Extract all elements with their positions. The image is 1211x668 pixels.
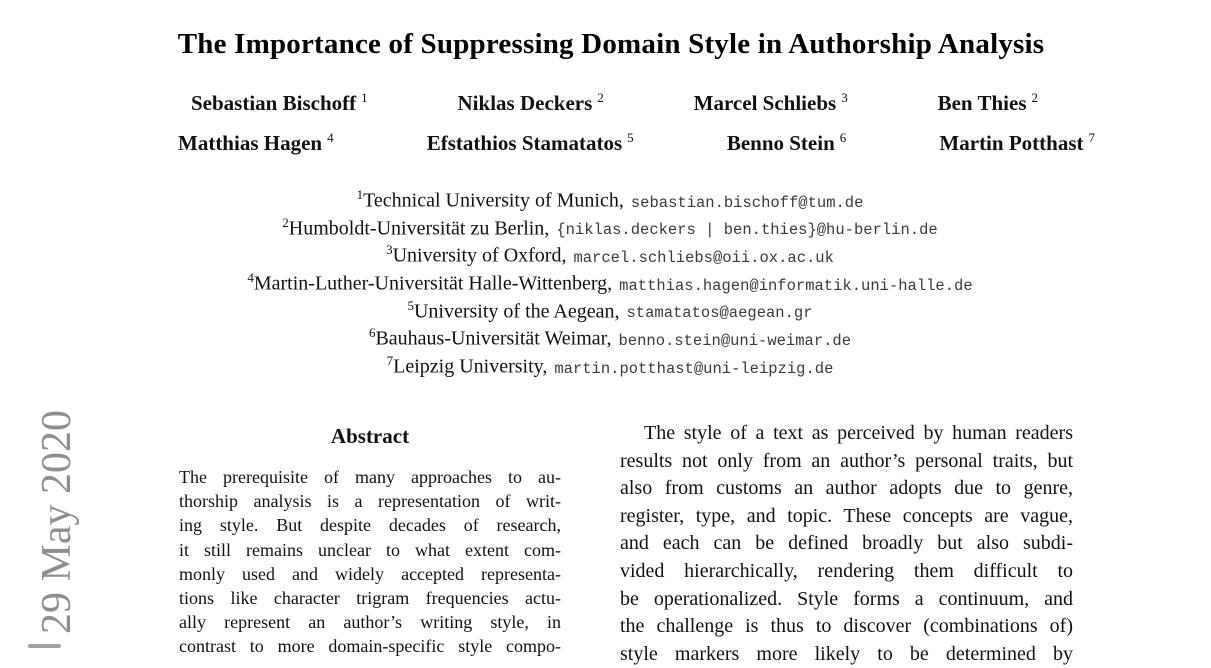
author-name: Efstathios Stamatatos bbox=[426, 131, 623, 155]
abstract-line: thorship analysis is a representation of writ- bbox=[179, 491, 561, 512]
abstract-line: contrast to more domain-specific style compo- bbox=[179, 636, 561, 657]
affiliation-email: marcel.schliebs@oii.ox.ac.uk bbox=[573, 249, 834, 268]
introduction-column bbox=[620, 420, 1073, 668]
affiliation-institution: Bauhaus-Universität Weimar, bbox=[375, 328, 612, 351]
watermark-clipped-fragment bbox=[28, 644, 61, 648]
abstract-line: The prerequisite of many approaches to au- bbox=[179, 467, 561, 487]
abstract-line: tions like character trigram frequencies actu- bbox=[179, 587, 561, 608]
affiliation-line bbox=[10, 292, 1210, 323]
affiliation-email: sebastian.bischoff@tum.de bbox=[630, 193, 864, 212]
intro-line: be operationalized. Style forms a continuum, and bbox=[620, 587, 1073, 610]
affiliation-sup: 5 bbox=[407, 297, 414, 313]
affiliation-institution: University of Oxford, bbox=[392, 245, 567, 268]
intro-line: results not only from an author’s personal traits, but bbox=[620, 449, 1073, 472]
author-affiliation-sup: 2 bbox=[597, 90, 604, 105]
author-name: Sebastian Bischoff bbox=[191, 91, 357, 115]
author-marcel-schliebs bbox=[694, 90, 848, 116]
author-name: Matthias Hagen bbox=[178, 131, 323, 155]
author-martin-potthast bbox=[939, 130, 1095, 156]
affiliation-institution: Technical University of Munich, bbox=[363, 189, 624, 212]
author-efstathios-stamatatos bbox=[427, 130, 634, 156]
affiliation-line bbox=[10, 347, 1210, 378]
author-affiliation-sup: 2 bbox=[1031, 90, 1038, 105]
authors-row-2 bbox=[178, 130, 1095, 156]
affiliation-email: benno.stein@uni-weimar.de bbox=[618, 332, 852, 351]
authors-row-1 bbox=[191, 90, 1038, 116]
affiliation-email: {niklas.deckers | ben.thies}@hu-berlin.de bbox=[556, 221, 938, 240]
author-affiliation-sup: 3 bbox=[841, 90, 848, 105]
affiliation-sup: 4 bbox=[247, 270, 254, 286]
author-name: Martin Potthast bbox=[939, 131, 1084, 155]
affiliation-institution: Humboldt-Universität zu Berlin, bbox=[288, 217, 550, 240]
affiliation-institution: Leipzig University, bbox=[393, 355, 548, 378]
affiliation-sup: 6 bbox=[368, 325, 376, 341]
author-name: Niklas Deckers bbox=[457, 91, 593, 115]
author-ben-thies bbox=[938, 90, 1038, 116]
author-benno-stein bbox=[727, 130, 846, 156]
author-matthias-hagen bbox=[178, 130, 334, 156]
intro-line: and each can be defined broadly but also subdi- bbox=[620, 532, 1073, 555]
abstract-line: it still remains unclear to what extent com- bbox=[179, 539, 561, 560]
author-affiliation-sup: 6 bbox=[839, 130, 847, 145]
intro-line: The style of a text as perceived by human readers bbox=[644, 422, 1073, 444]
affiliation-line bbox=[10, 236, 1210, 268]
abstract-line: ally represent an author’s writing style, in bbox=[179, 612, 561, 633]
author-affiliation-sup: 7 bbox=[1088, 130, 1095, 145]
author-affiliation-sup: 4 bbox=[327, 130, 334, 145]
paper-title: The Importance of Suppressing Domain Style in Authorship Analysis bbox=[177, 28, 1045, 60]
abstract-body bbox=[179, 465, 561, 659]
affiliation-sup: 7 bbox=[386, 353, 394, 369]
arxiv-date-watermark: 29 May 2020 bbox=[34, 410, 80, 634]
author-name: Benno Stein bbox=[726, 131, 835, 155]
intro-line: the challenge is thus to discover (combinations of) bbox=[620, 615, 1073, 638]
author-name: Marcel Schliebs bbox=[693, 91, 837, 115]
affiliation-sup: 1 bbox=[356, 187, 364, 202]
author-sebastian-bischoff bbox=[191, 90, 368, 116]
author-affiliation-sup: 5 bbox=[627, 130, 634, 145]
author-name: Ben Thies bbox=[937, 91, 1027, 115]
affiliation-email: matthias.hagen@informatik.uni-halle.de bbox=[619, 276, 973, 295]
affiliation-institution: University of the Aegean, bbox=[413, 300, 620, 323]
affiliation-line bbox=[10, 181, 1210, 212]
intro-line: vided hierarchically, rendering them difficult to bbox=[620, 559, 1073, 582]
author-niklas-deckers bbox=[458, 90, 604, 116]
abstract-line: ing style. But despite decades of research, bbox=[179, 515, 561, 536]
intro-line: also from customs an author adopts due to genre, bbox=[620, 477, 1073, 500]
affiliations-block bbox=[10, 181, 1210, 378]
affiliation-line bbox=[10, 264, 1210, 295]
affiliation-email: martin.potthast@uni-leipzig.de bbox=[554, 359, 834, 378]
intro-line: style markers more likely to be determined by bbox=[620, 642, 1073, 665]
abstract-heading: Abstract bbox=[330, 424, 410, 448]
affiliation-institution: Martin-Luther-Universität Halle-Wittenberg, bbox=[253, 272, 613, 295]
affiliation-sup: 3 bbox=[386, 242, 393, 258]
affiliation-line bbox=[10, 319, 1210, 351]
intro-line: register, type, and topic. These concepts are vague, bbox=[620, 504, 1073, 527]
author-affiliation-sup: 1 bbox=[361, 90, 368, 105]
affiliation-line bbox=[10, 209, 1210, 240]
affiliation-sup: 2 bbox=[282, 214, 289, 230]
affiliation-email: stamatatos@aegean.gr bbox=[626, 304, 813, 323]
abstract-line: monly used and widely accepted representa- bbox=[179, 563, 561, 584]
